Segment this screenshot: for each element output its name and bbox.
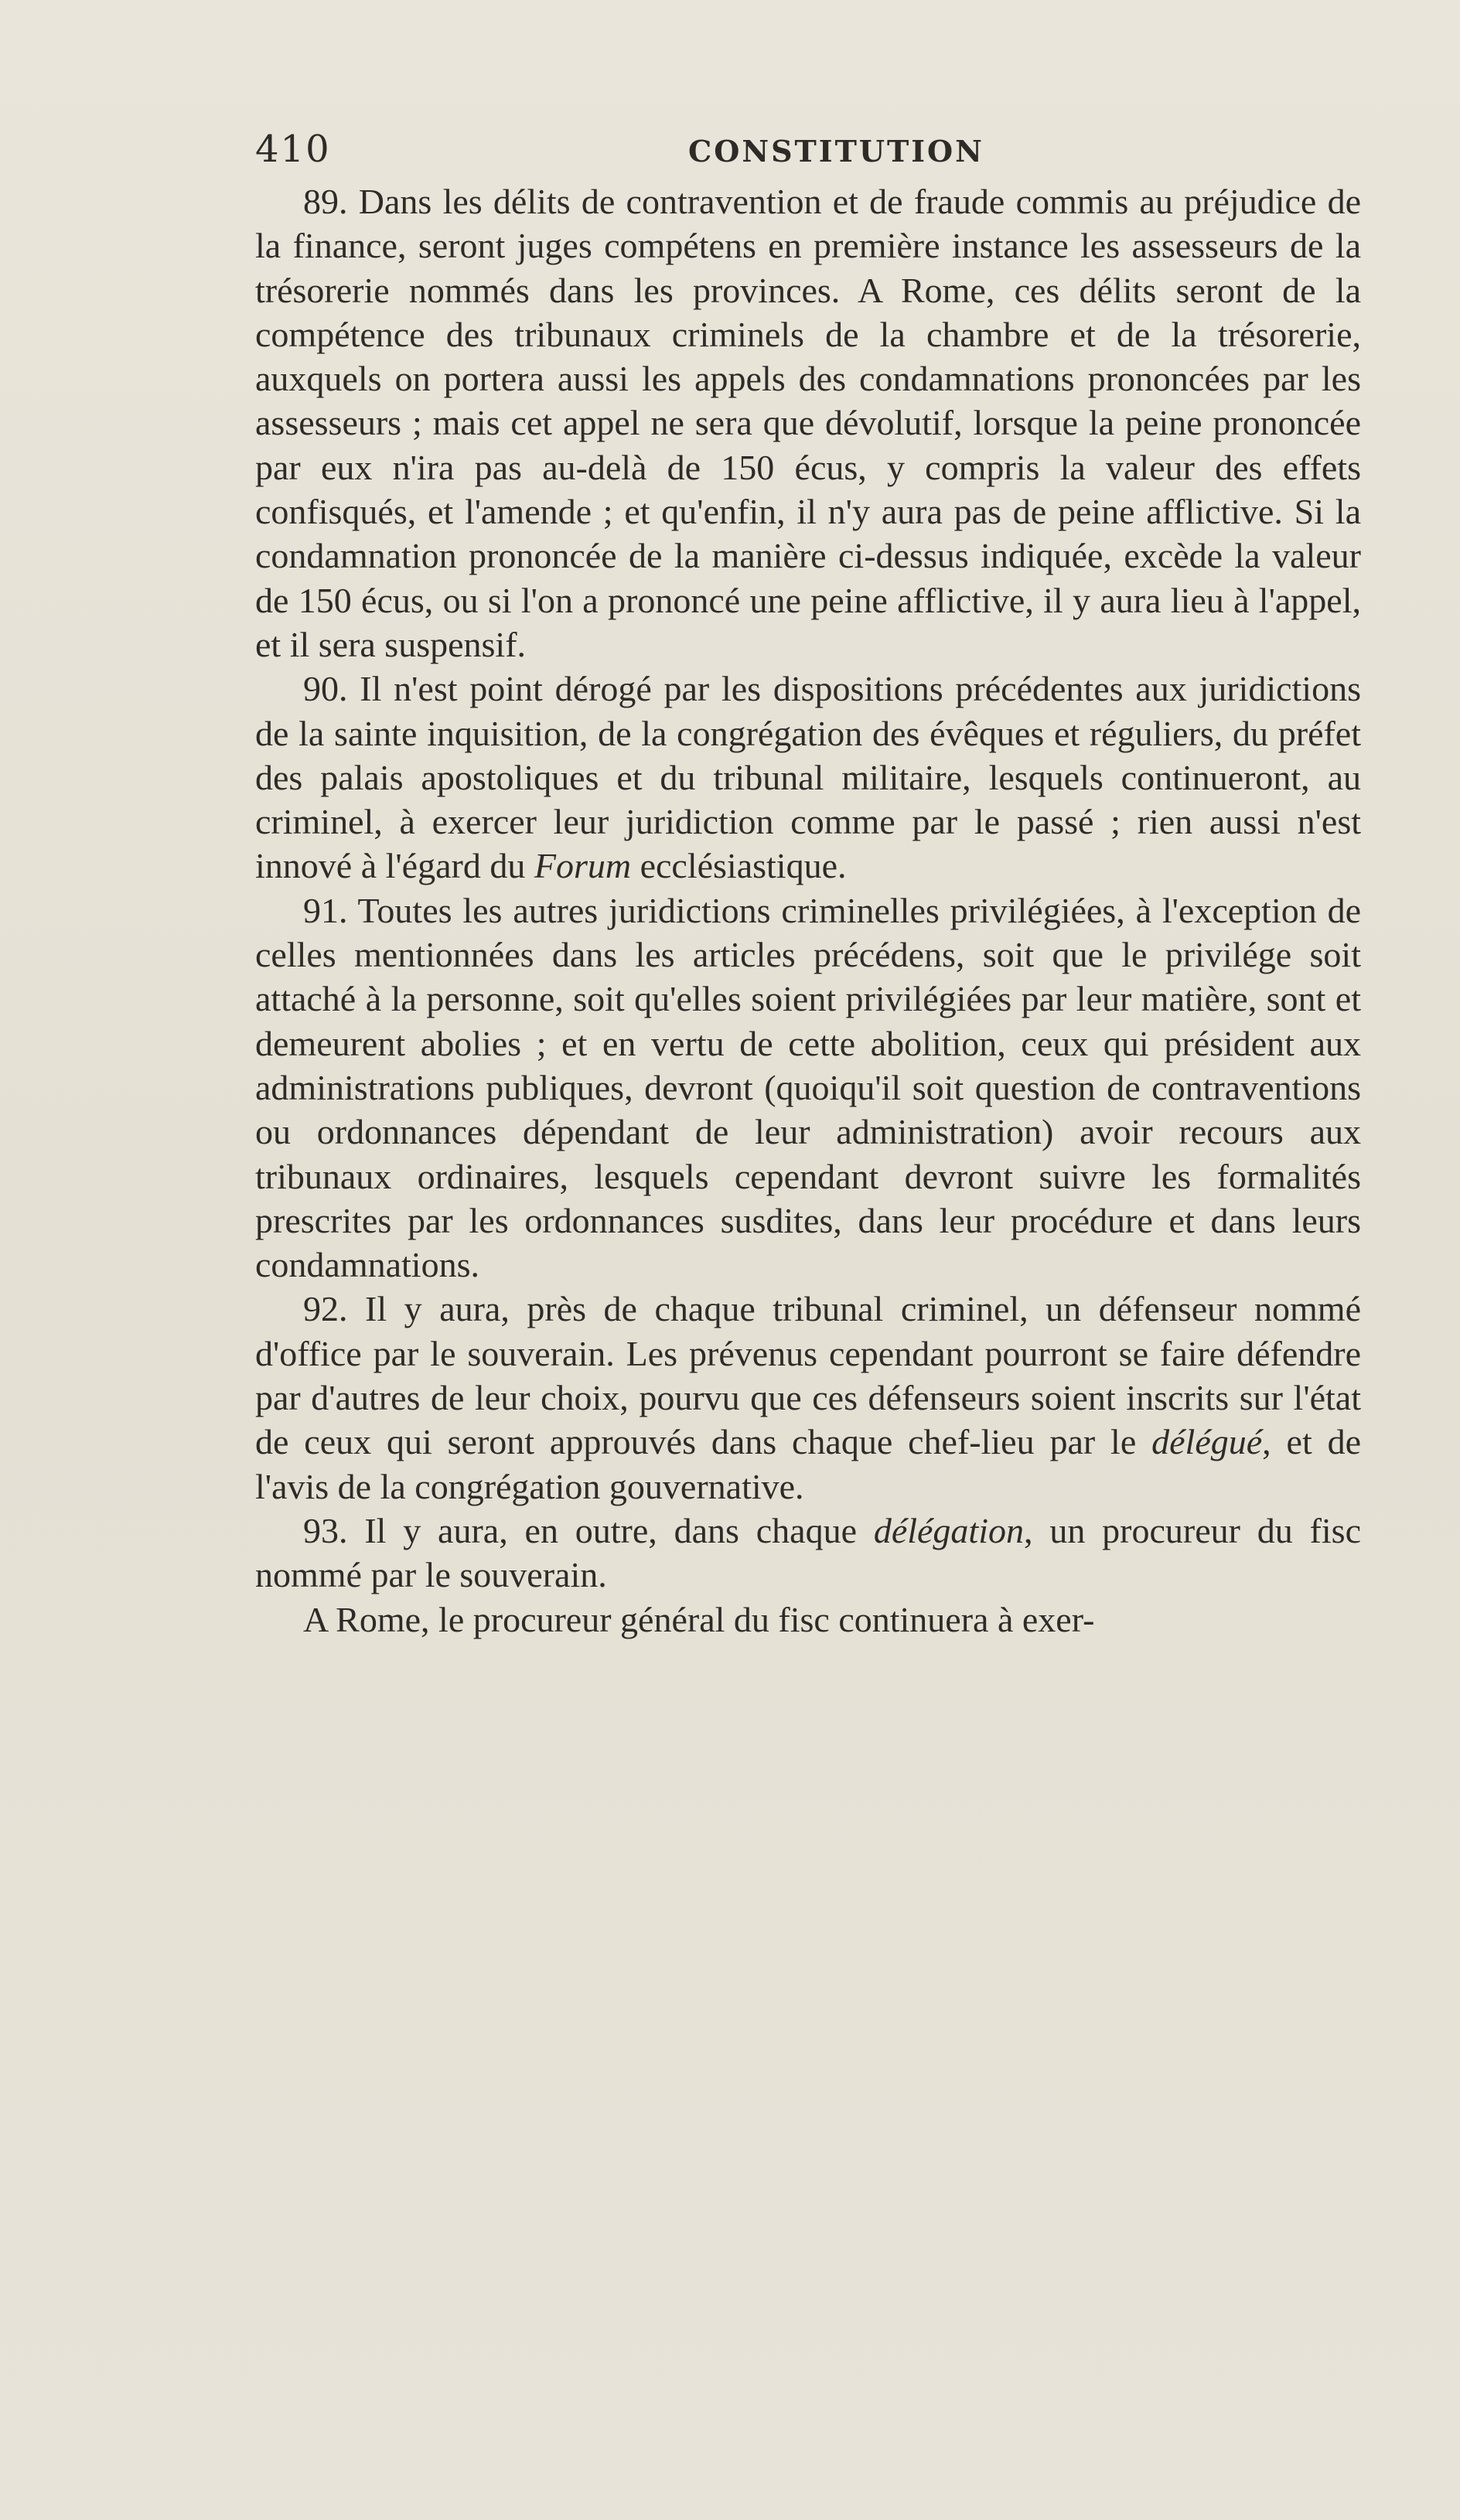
article-number: 89. (303, 182, 348, 221)
article-paragraph (255, 1509, 1361, 1598)
article-paragraph (255, 179, 1361, 667)
paragraph-text: Il y aura, en outre, dans chaque (347, 1510, 874, 1550)
article-paragraph (255, 667, 1361, 888)
paragraph-text: , et de l'avis de la congrégation gouvernative. (255, 1422, 1362, 1506)
running-head: CONSTITUTION (688, 134, 984, 169)
paragraph-text: Toutes les autres juridictions criminelles privilégiées, à l'exception de celles mentionnées dans les articles précédens, soit que le privilége soit attaché à la personne, soit qu'elles soient privilégiées par leur matière, sont et demeurent abolies ; et en vertu de cette abolition, ceux qui président aux administrations publiques, devront (quoiqu'il soit question de contraventions ou ordonnances dépendant de leur administration) avoir recours aux tribunaux ordinaires, lesquels cependant devront suivre les formalités prescrites par les ordonnances susdites, dans leur procédure et dans leurs condamnations. (255, 890, 1361, 1285)
page-header (255, 128, 1361, 182)
article-number: 90. (303, 669, 348, 709)
paragraph-text: A Rome, le procureur général du fisc continuera à exer- (303, 1599, 1095, 1639)
article-number: 93. (303, 1510, 348, 1550)
article-paragraph (255, 888, 1361, 1287)
italic-term: délégué (1151, 1422, 1263, 1462)
article-number: 91. (303, 890, 348, 930)
paragraph-text: Dans les délits de contravention et de fraude commis au préjudice de la finance, seront juges compétens en première instance les assesseurs de la trésorerie nommés dans les provinces. A Rome, ces délits seront de la compétence des tribunaux criminels de la chambre et de la trésorerie, auxquels on portera aussi les appels des condamnations prononcées par les assesseurs ; mais cet appel ne sera que dévolutif, lorsque la peine prononcée par eux n'ira pas au-delà de 150 écus, y compris la valeur des effets confisqués, et l'amende ; et qu'enfin, il n'y aura pas de peine afflictive. Si la condamnation prononcée de la manière ci-dessus indiquée, excède la valeur de 150 écus, ou si l'on a prononcé une peine afflictive, il y aura lieu à l'appel, et il sera suspensif. (255, 182, 1361, 664)
article-number: 92. (303, 1289, 348, 1329)
italic-term: délégation (873, 1510, 1024, 1550)
paragraph-text: Il n'est point dérogé par les dispositions précédentes aux juridictions de la sainte inquisition, de la congrégation des évêques et réguliers, du préfet des palais apostoliques et du tribunal militaire, lesquels continueront, au criminel, à exercer leur juridiction comme par le passé ; rien aussi n'est innové à l'égard du (255, 669, 1361, 886)
article-paragraph (255, 1598, 1361, 1642)
paragraph-text: Il y aura, près de chaque tribunal criminel, un défenseur nommé d'office par le souverain. Les prévenus cependant pourront se faire défendre par d'autres de leur choix, pourvu que ces défenseurs soient inscrits sur l'état de ceux qui seront approuvés dans chaque chef-lieu par le (255, 1289, 1361, 1462)
page-number: 410 (255, 128, 331, 171)
italic-term: Forum (534, 846, 632, 886)
paragraph-text: , un procureur du fisc nommé par le souverain. (255, 1510, 1361, 1595)
paragraph-text: ecclésiastique. (631, 846, 847, 886)
body-text (255, 179, 1361, 1642)
article-paragraph (255, 1287, 1361, 1508)
